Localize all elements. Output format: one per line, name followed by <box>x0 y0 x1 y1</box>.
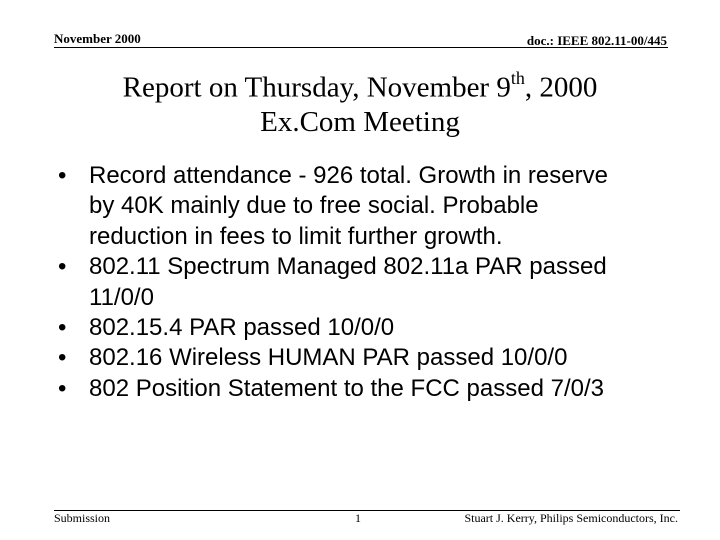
header-divider <box>54 47 668 48</box>
header-doc-id: doc.: IEEE 802.11-00/445 <box>526 33 667 48</box>
header-date: November 2000 <box>54 31 141 46</box>
bullet-item <box>58 161 629 252</box>
bullet-text: 802.15.4 PAR passed 10/0/0 <box>89 314 395 342</box>
bullet-item <box>58 343 629 373</box>
footer-page-number: 1 <box>355 511 361 525</box>
footer-submission: Submission <box>54 511 111 525</box>
bullet-text: Record attendance - 926 total. Growth in reserve by 40K mainly due to free social. Probable reduction in fees to limit further growth. <box>89 162 608 250</box>
bullet-dot-icon: • <box>58 314 67 342</box>
title-line1-superscript: th <box>510 68 525 88</box>
slide-title <box>40 63 680 139</box>
bullet-text: 802.11 Spectrum Managed 802.11a PAR passed 11/0/0 <box>89 253 607 311</box>
bullet-text: 802 Position Statement to the FCC passed 7/0/3 <box>89 374 604 402</box>
title-line1-text: Report on Thursday, November 9 <box>122 71 511 104</box>
bullet-item <box>58 374 629 404</box>
footer-author: Stuart J. Kerry, Philips Semiconductors, Inc. <box>464 511 678 525</box>
bullet-item <box>58 313 629 343</box>
title-line1-year: , 2000 <box>524 71 598 104</box>
bullet-list <box>58 161 678 404</box>
bullet-dot-icon: • <box>58 162 67 189</box>
bullet-dot-icon: • <box>58 344 67 372</box>
title-line2-text: Ex.Com Meeting <box>260 105 460 138</box>
bullet-text: 802.16 Wireless HUMAN PAR passed 10/0/0 <box>89 344 568 372</box>
bullet-item <box>58 252 629 313</box>
bullet-dot-icon: • <box>58 374 67 402</box>
bullet-dot-icon: • <box>58 253 67 281</box>
